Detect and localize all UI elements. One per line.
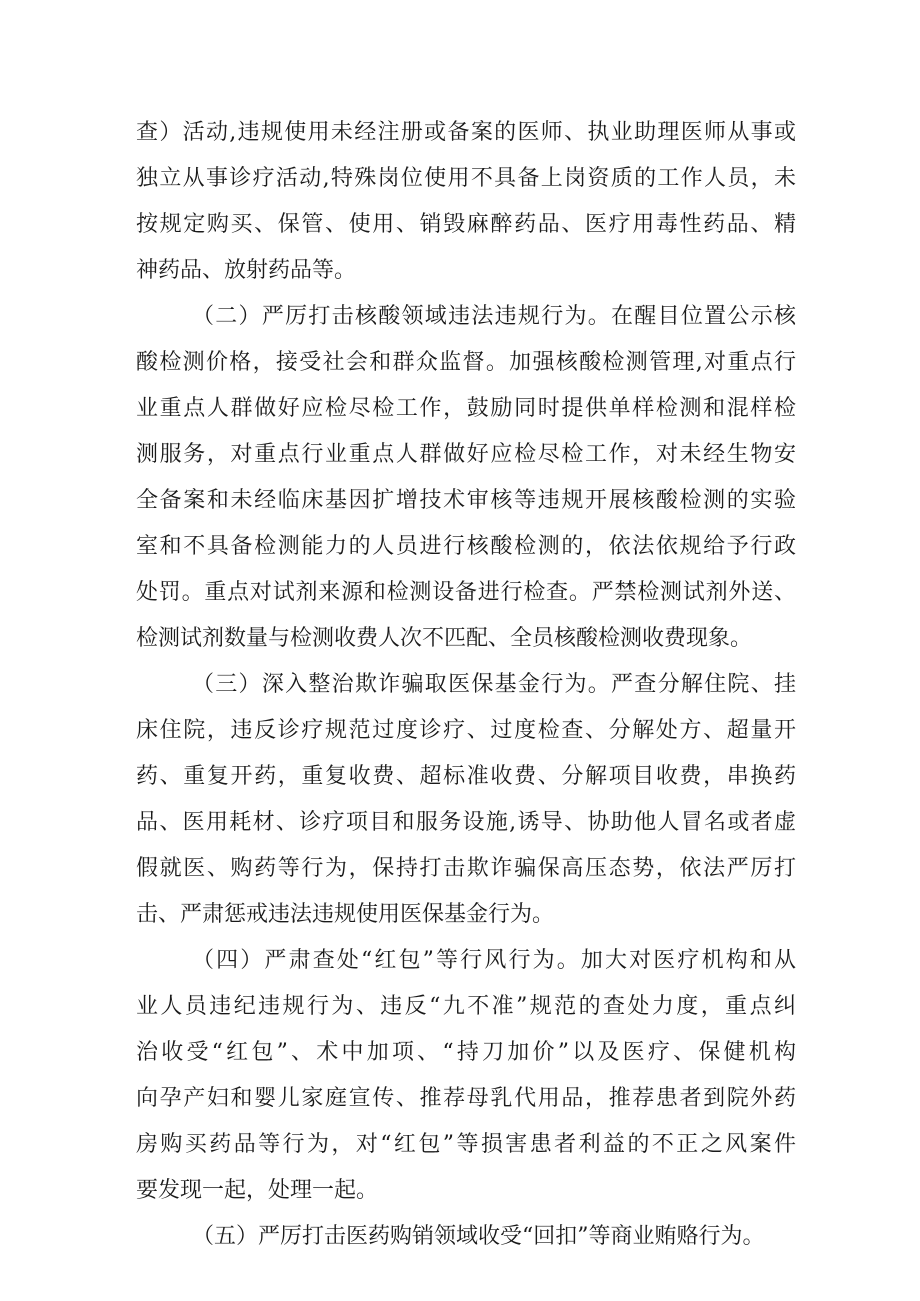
text-line: 按规定购买、保管、使用、销毁麻醉药品、医疗用毒性药品、精 <box>136 212 796 237</box>
text-line: 测服务，对重点行业重点人群做好应检尽检工作，对未经生物安 <box>136 442 796 467</box>
paragraph <box>136 1214 796 1260</box>
document-body <box>136 110 796 1260</box>
text-line: （三）深入整治欺诈骗取医保基金行为。严查分解住院、挂 <box>192 672 796 697</box>
text-line: （五）严厉打击医药购销领域收受“回扣”等商业贿赂行为。 <box>192 1224 765 1249</box>
text-line: 击、严肃惩戒违法违规使用医保基金行为。 <box>136 902 555 927</box>
text-line: 向孕产妇和婴儿家庭宣传、推荐母乳代用品，推荐患者到院外药 <box>136 1086 796 1111</box>
text-line: 业重点人群做好应检尽检工作，鼓励同时提供单样检测和混样检 <box>136 396 796 421</box>
text-line: 全备案和未经临床基因扩增技术审核等违规开展核酸检测的实验 <box>136 488 796 513</box>
text-line: （四）严肃查处“红包”等行风行为。加大对医疗机构和从 <box>192 948 796 973</box>
text-line: 品、医用耗材、诊疗项目和服务设施,诱导、协助他人冒名或者虚 <box>136 810 796 835</box>
text-line: 床住院，违反诊疗规范过度诊疗、过度检查、分解处方、超量开 <box>136 718 796 743</box>
paragraph <box>136 662 796 938</box>
paragraph <box>136 938 796 1214</box>
text-line: （二）严厉打击核酸领域违法违规行为。在醒目位置公示核 <box>192 304 796 329</box>
text-line: 神药品、放射药品等。 <box>136 258 357 283</box>
text-line: 治收受“红包”、术中加项、“持刀加价”以及医疗、保健机构 <box>136 1040 796 1065</box>
text-line: 处罚。重点对试剂来源和检测设备进行检查。严禁检测试剂外送、 <box>136 580 796 605</box>
text-line: 要发现一起，处理一起。 <box>136 1178 379 1203</box>
text-line: 室和不具备检测能力的人员进行核酸检测的，依法依规给予行政 <box>136 534 796 559</box>
text-line: 独立从事诊疗活动,特殊岗位使用不具备上岗资质的工作人员，未 <box>136 166 796 191</box>
text-line: 假就医、购药等行为，保持打击欺诈骗保高压态势，依法严厉打 <box>136 856 796 881</box>
paragraph <box>136 110 796 294</box>
paragraph <box>136 294 796 662</box>
text-line: 查）活动,违规使用未经注册或备案的医师、执业助理医师从事或 <box>136 120 796 145</box>
text-line: 药、重复开药，重复收费、超标准收费、分解项目收费，串换药 <box>136 764 796 789</box>
text-line: 检测试剂数量与检测收费人次不匹配、全员核酸检测收费现象。 <box>136 626 753 651</box>
text-line: 房购买药品等行为，对“红包”等损害患者利益的不正之风案件 <box>136 1132 796 1157</box>
text-line: 酸检测价格，接受社会和群众监督。加强核酸检测管理,对重点行 <box>136 350 796 375</box>
text-line: 业人员违纪违规行为、违反“九不准”规范的查处力度，重点纠 <box>136 994 796 1019</box>
